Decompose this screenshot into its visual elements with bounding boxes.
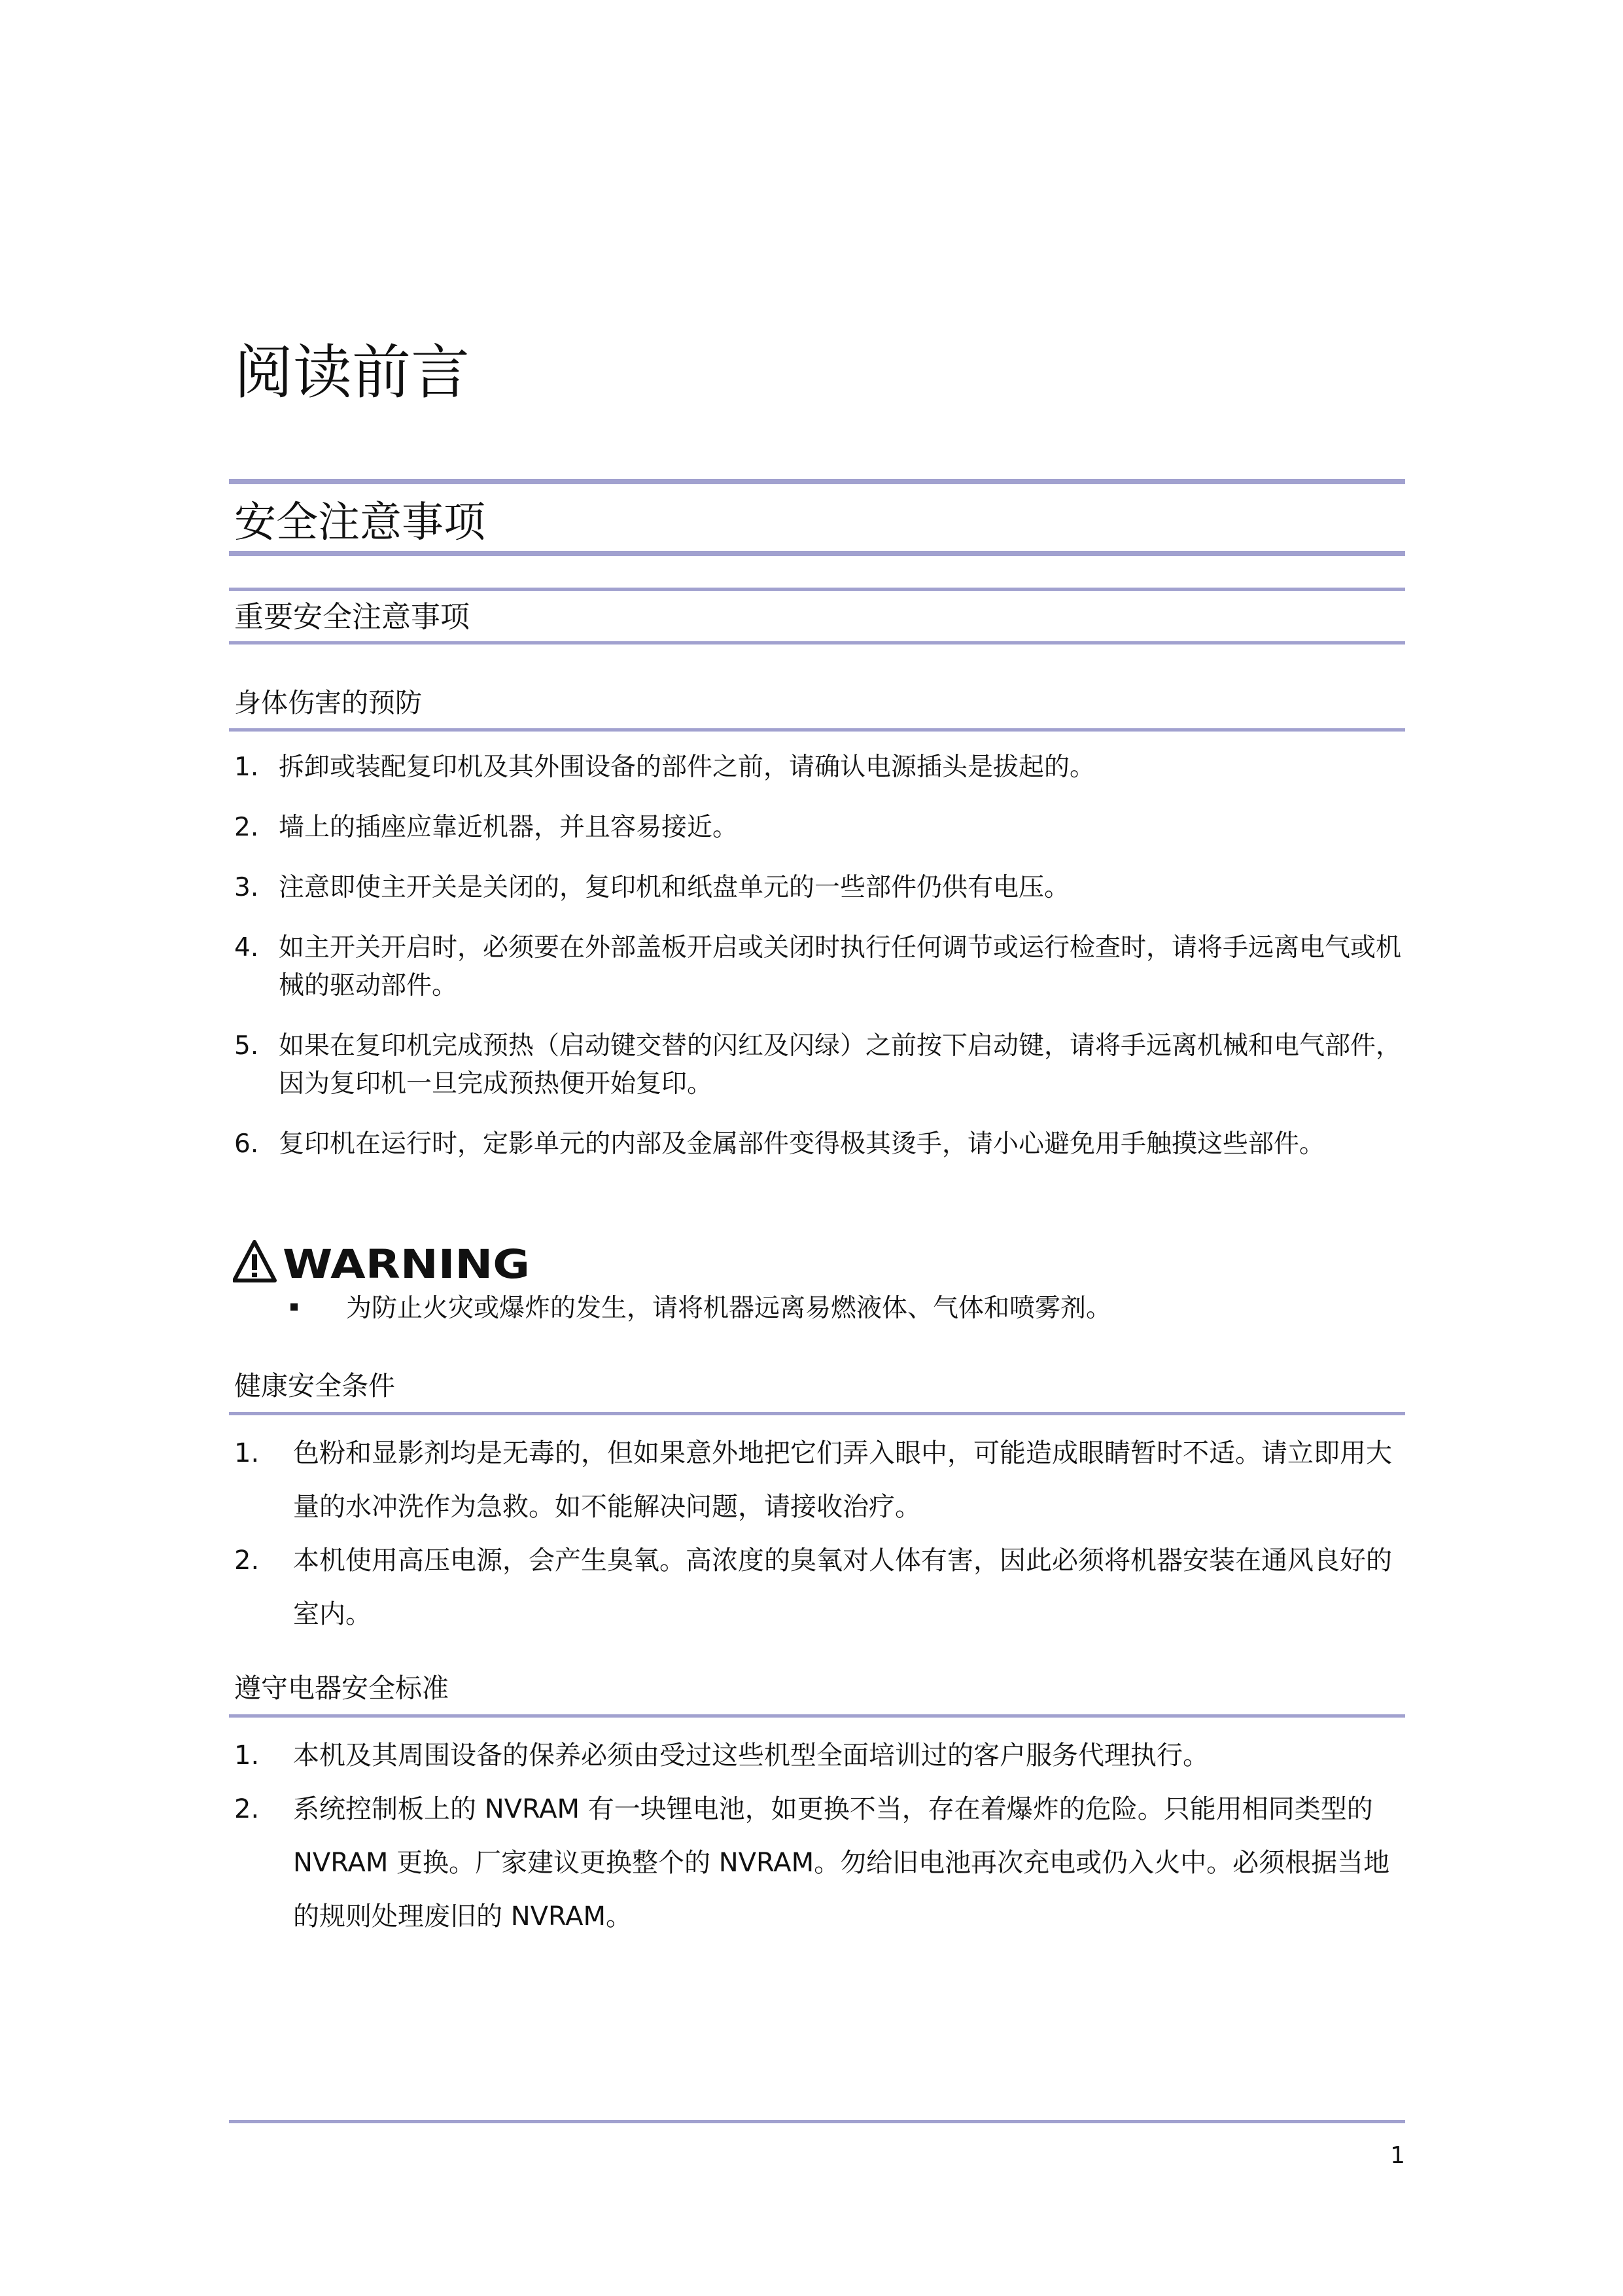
item-text: 注意即使主开关是关闭的，复印机和纸盘单元的一些部件仍供有电压。: [279, 873, 1070, 902]
item-text: 拆卸或装配复印机及其外围设备的部件之前，请确认电源插头是拔起的。: [279, 752, 1096, 782]
item-text: 色粉和显影剂均是无毒的，但如果意外地把它们弄入眼中，可能造成眼睛暂时不适。请立即用大量的水冲洗作为急救。如不能解决问题，请接收治疗。: [293, 1438, 1392, 1522]
list-item: [234, 1729, 1412, 1782]
item-number: 1.: [234, 1438, 260, 1468]
warning-bullet: [290, 1289, 1111, 1328]
item-number: 5.: [234, 1031, 259, 1061]
health-heading: 健康安全条件: [234, 1370, 395, 1402]
section-heading: 安全注意事项: [234, 499, 485, 547]
injury-heading: 身体伤害的预防: [234, 687, 422, 718]
list-item: [234, 1027, 1405, 1103]
electrical-heading: 遵守电器安全标准: [234, 1672, 449, 1704]
page-title: 阅读前言: [234, 338, 470, 407]
footer-rule: [229, 2120, 1405, 2123]
warning-bullet-text: 为防止火灾或爆炸的发生，请将机器远离易燃液体、气体和喷雾剂。: [346, 1294, 1112, 1323]
item-number: 1.: [234, 1740, 260, 1771]
item-text: 系统控制板上的 NVRAM 有一块锂电池，如更换不当，存在着爆炸的危险。只能用相同类型的 NVRAM 更换。厂家建议更换整个的 NVRAM。勿给旧电池再次充电或仍入火中。必须根据当地的规则处理废旧的 NVRAM。: [293, 1794, 1390, 1932]
health-rule: [229, 1412, 1405, 1415]
warning-text: WARNING: [283, 1241, 530, 1283]
subsection-rule-top: [229, 588, 1405, 591]
item-number: 3.: [234, 873, 259, 902]
item-text: 本机使用高压电源，会产生臭氧。高浓度的臭氧对人体有害，因此必须将机器安装在通风良好的室内。: [293, 1545, 1392, 1629]
list-item: [234, 869, 1405, 907]
warning-label: [233, 1240, 532, 1283]
item-text: 如果在复印机完成预热（启动键交替的闪红及闪绿）之前按下启动键，请将手远离机械和电气部件，因为复印机一旦完成预热便开始复印。: [279, 1031, 1402, 1099]
list-item: [234, 1534, 1412, 1641]
section-rule-top: [229, 479, 1405, 484]
item-number: 1.: [234, 752, 259, 782]
list-item: [234, 809, 1405, 847]
item-number: 2.: [234, 1794, 260, 1824]
list-item: [234, 749, 1405, 786]
item-number: 4.: [234, 933, 259, 963]
page-number: 1: [1390, 2142, 1405, 2169]
warning-triangle-icon: [234, 1242, 275, 1280]
item-number: 6.: [234, 1129, 259, 1159]
list-item: [234, 1782, 1412, 1943]
item-text: 本机及其周围设备的保养必须由受过这些机型全面培训过的客户服务代理执行。: [293, 1740, 1209, 1771]
subsection-rule-bottom: [229, 641, 1405, 645]
electrical-rule: [229, 1714, 1405, 1718]
bullet-marker: [290, 1303, 298, 1311]
item-text: 复印机在运行时，定影单元的内部及金属部件变得极其烫手，请小心避免用手触摸这些部件。: [279, 1129, 1325, 1159]
list-item: [234, 1125, 1405, 1163]
subsection-heading: 重要安全注意事项: [234, 599, 470, 634]
section-rule-bottom: [229, 551, 1405, 556]
injury-rule: [229, 728, 1405, 732]
item-text: 墙上的插座应靠近机器，并且容易接近。: [279, 813, 739, 842]
list-item: [234, 929, 1405, 1005]
item-number: 2.: [234, 1545, 260, 1576]
list-item: [234, 1426, 1412, 1534]
item-text: 如主开关开启时，必须要在外部盖板开启或关闭时执行任何调节或运行检查时，请将手远离电气或机械的驱动部件。: [279, 933, 1402, 1000]
item-number: 2.: [234, 813, 259, 842]
